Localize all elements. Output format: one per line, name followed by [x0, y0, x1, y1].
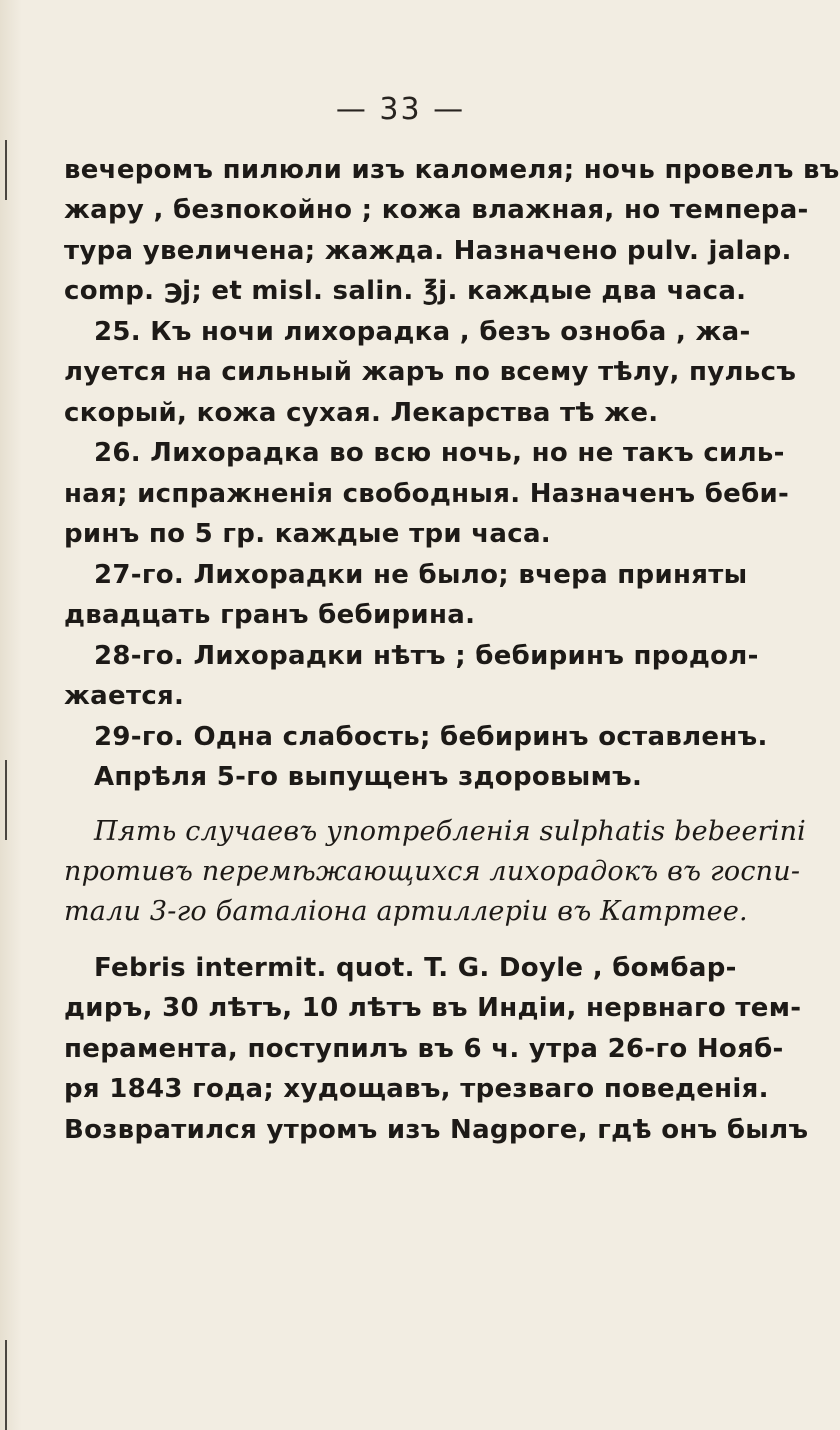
margin-mark	[5, 140, 7, 200]
page-number: — 33 —	[335, 92, 466, 127]
text-line: жару , безпокойно ; кожа влажная, но темпера-	[64, 195, 809, 225]
section-heading-line: Пять случаевъ употребленія sulphatis bebeerini	[94, 816, 806, 847]
text-line: 29-го. Одна слабость; бебиринъ оставленъ.	[94, 722, 768, 752]
text-line: жается.	[64, 681, 185, 711]
text-line: перамента, поступилъ въ 6 ч. утра 26-го Нояб-	[64, 1034, 784, 1064]
section-heading-line: противъ перемѣжающихся лихорадокъ въ госпи-	[64, 856, 801, 887]
text-line: comp. ℈j; et misl. salin. ℥j. каждые два часа.	[64, 276, 747, 306]
text-line: 25. Къ ночи лихорадка , безъ озноба , жа-	[94, 317, 751, 347]
margin-mark	[5, 1340, 7, 1430]
text-line: луется на сильный жаръ по всему тѣлу, пульсъ	[64, 357, 797, 387]
text-line: двадцать гранъ бебирина.	[64, 600, 476, 630]
text-line: 28-го. Лихорадки нѣтъ ; бебиринъ продол-	[94, 641, 759, 671]
text-line: ря 1843 года; худощавъ, трезваго поведенія.	[64, 1074, 769, 1104]
text-line: тура увеличена; жажда. Назначено pulv. jalap.	[64, 236, 792, 266]
section-heading-line: тали 3-го баталіона артиллеріи въ Катртее.	[64, 896, 748, 927]
text-line: Возвратился утромъ изъ Nagроге, гдѣ онъ былъ	[64, 1115, 809, 1145]
text-line: Febris intermit. quot. T. G. Doyle , бомбар-	[94, 953, 737, 983]
text-line: скорый, кожа сухая. Лекарства тѣ же.	[64, 398, 659, 428]
text-line: вечеромъ пилюли изъ каломеля; ночь провелъ въ	[64, 155, 840, 185]
margin-mark	[5, 760, 7, 840]
text-line: диръ, 30 лѣтъ, 10 лѣтъ въ Индіи, нервнаго тем-	[64, 993, 802, 1023]
text-line: 26. Лихорадка во всю ночь, но не такъ силь-	[94, 438, 785, 468]
text-line: ринъ по 5 гр. каждые три часа.	[64, 519, 551, 549]
text-line: 27-го. Лихорадки не было; вчера приняты	[94, 560, 748, 590]
page-gutter-shadow	[0, 0, 22, 1430]
text-line: ная; испражненія свободныя. Назначенъ беби-	[64, 479, 790, 509]
text-line: Апрѣля 5-го выпущенъ здоровымъ.	[94, 762, 643, 792]
